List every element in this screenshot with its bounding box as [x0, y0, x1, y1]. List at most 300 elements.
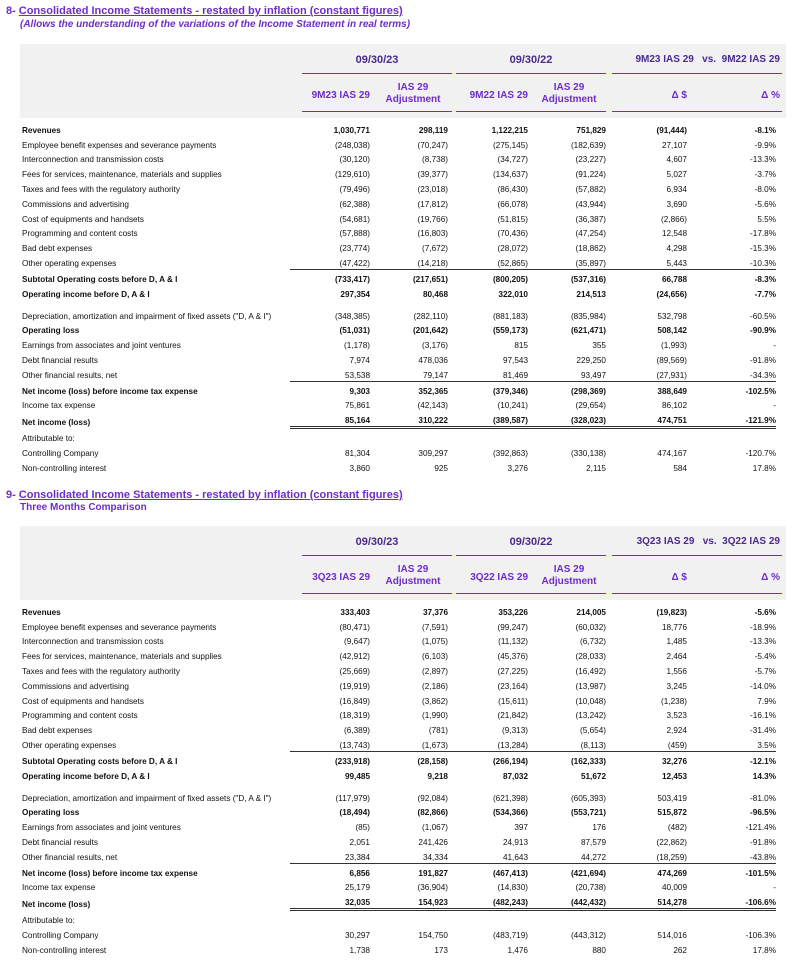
cell-value: 154,750 [418, 930, 448, 940]
cell-value: (52,865) [448, 254, 528, 269]
cell-padding [776, 736, 786, 751]
cell-value: (835,984) [570, 311, 606, 321]
cell-value: 14.3% [752, 771, 776, 781]
row-label: Controlling Company [22, 930, 99, 940]
cell-value: -13.3% [750, 637, 776, 647]
cell-value: (282,110) [413, 311, 448, 321]
table-row [20, 428, 786, 444]
cell-value: 23,384 [290, 848, 370, 863]
cell-value: 9,303 [349, 386, 370, 396]
cell-padding [776, 121, 786, 136]
cell-value: (134,637) [492, 170, 528, 180]
cell-value: (6,103) [422, 652, 448, 662]
cell-value: (348,385) [334, 311, 370, 321]
cell-value: -96.5% [750, 808, 776, 818]
row-label: Net income (loss) before income tax expense [22, 868, 198, 878]
cell-value: (21,842) [497, 711, 528, 721]
row-label: Subtotal Operating costs before D, A & I [22, 756, 178, 766]
row-label: Debt financial results [22, 837, 98, 847]
cell-value: 18,776 [661, 622, 687, 632]
cell-value: 6,934 [666, 184, 687, 194]
cell-value: 355 [592, 341, 606, 351]
row-label: Subtotal Operating costs before D, A & I [22, 274, 178, 284]
cell-value: (482) [667, 823, 687, 833]
cell-value: (54,681) [339, 214, 370, 224]
col-head-current: 9M23 IAS 29 [311, 90, 370, 101]
row-label: Employee benefit expenses and severance payments [22, 622, 217, 632]
row-label: Income tax expense [22, 401, 96, 411]
cell-value: 5,027 [666, 170, 687, 180]
cell-value: 514,016 [657, 930, 687, 940]
cell-value: -7.7% [754, 289, 776, 299]
row-label: Other financial results, net [22, 371, 118, 381]
cell-value: (27,225) [497, 666, 528, 676]
cell-value: -18.9% [750, 622, 776, 632]
cell-value: 2,051 [349, 837, 370, 847]
cell-value: 25,179 [344, 883, 370, 893]
cell-value: (15,611) [498, 696, 528, 706]
cell-value: -91.8% [750, 837, 776, 847]
table-row [20, 269, 786, 284]
row-label: Net income (loss) [22, 899, 91, 909]
row-label: Bad debt expenses [22, 726, 93, 736]
section-title-text: Consolidated Income Statements - restated by inflation (constant figures) [18, 489, 403, 501]
cell-value: (421,694) [570, 868, 606, 878]
row-label: Cost of equipments and handsets [22, 696, 144, 706]
cell-value: 3,276 [507, 463, 528, 473]
cell-value: (467,413) [492, 868, 528, 878]
row-label: Other operating expenses [22, 741, 117, 751]
cell-value: (18,494) [339, 808, 370, 818]
section-subtitle: Three Months Comparison [20, 502, 147, 513]
cell-value: (881,183) [492, 311, 528, 321]
row-label: Non-controlling interest [22, 945, 107, 955]
row-label: Attributable to: [22, 433, 75, 443]
row-label: Revenues [22, 607, 61, 617]
cell-value: 5,443 [606, 254, 687, 269]
cell-value: (7,672) [422, 244, 448, 254]
table-row [20, 336, 786, 351]
cell-value: 6,856 [349, 868, 370, 878]
row-label: Revenues [22, 125, 61, 135]
header-bottom-line [612, 111, 782, 112]
cell-value: 12,453 [661, 771, 687, 781]
cell-value: (47,254) [575, 229, 606, 239]
cell-value: (1,075) [422, 637, 448, 647]
cell-value: -14.0% [750, 681, 776, 691]
cell-value: 41,643 [448, 848, 528, 863]
table-row [20, 210, 786, 225]
cell-value: 241,426 [418, 837, 448, 847]
cell-value: 478,036 [418, 355, 448, 365]
cell-padding [776, 926, 786, 941]
cell-value: 2,115 [586, 463, 606, 473]
cell-value: -106.3% [745, 930, 776, 940]
cell-value: -5.6% [754, 199, 776, 209]
table-row [20, 721, 786, 736]
cell-value: (79,496) [339, 184, 370, 194]
cell-padding [776, 910, 786, 926]
cell-padding [776, 677, 786, 692]
income-statement-table [20, 603, 786, 956]
table-row [20, 926, 786, 941]
header-underline [456, 555, 606, 556]
cell-padding [776, 863, 786, 878]
cell-value: (117,979) [335, 793, 370, 803]
header-bottom-line [612, 593, 782, 594]
period-date-2022: 09/30/22 [509, 536, 553, 548]
cell-value: -101.5% [745, 868, 776, 878]
cell-value: (3,176) [422, 341, 448, 351]
table-row [20, 692, 786, 707]
cell-value: -34.3% [687, 366, 776, 381]
cell-padding [776, 893, 786, 909]
cell-value: (553,721) [570, 808, 606, 818]
cell-padding [776, 151, 786, 166]
cell-value: 30,297 [344, 930, 370, 940]
col-head-adjustment: IAS 29 Adjustment [541, 82, 597, 105]
cell-value: 474,269 [657, 868, 687, 878]
header-underline [612, 73, 782, 74]
section-title [6, 5, 403, 17]
cell-value: (7,591) [422, 622, 448, 632]
row-label: Earnings from associates and joint ventures [22, 823, 181, 833]
cell-value: 880 [592, 945, 606, 955]
cell-value: (2,186) [422, 681, 448, 691]
header-bottom-line [456, 593, 606, 594]
cell-value: 1,485 [666, 637, 687, 647]
cell-value: 214,513 [576, 289, 606, 299]
col-head-delta-amount: Δ $ [671, 90, 687, 101]
cell-value: (459) [606, 736, 687, 751]
section-title-text: Consolidated Income Statements - restated by inflation (constant figures) [18, 5, 403, 17]
cell-padding [776, 300, 786, 322]
cell-value: (182,639) [570, 140, 606, 150]
cell-value: 310,222 [370, 411, 448, 427]
cell-value [370, 428, 448, 444]
cell-padding [776, 366, 786, 381]
cell-value: -31.4% [750, 726, 776, 736]
cell-value: (233,918) [334, 756, 370, 766]
cell-value: (28,033) [575, 652, 606, 662]
cell-value: (19,766) [417, 214, 448, 224]
table-row [20, 444, 786, 459]
cell-value: 81,469 [448, 366, 528, 381]
cell-value: -81.0% [750, 793, 776, 803]
cell-value: (537,316) [570, 274, 606, 284]
cell-value: (42,912) [339, 652, 370, 662]
cell-value: 12,548 [661, 229, 687, 239]
cell-padding [776, 351, 786, 366]
cell-value: -12.1% [750, 756, 776, 766]
cell-value: 333,403 [340, 607, 370, 617]
cell-value: (733,417) [334, 274, 370, 284]
cell-value: (20,738) [575, 883, 606, 893]
cell-value [370, 910, 448, 926]
period-date-2023: 09/30/23 [355, 54, 399, 66]
cell-value: (14,218) [370, 254, 448, 269]
cell-value: (8,113) [528, 736, 606, 751]
table-row [20, 195, 786, 210]
cell-value [290, 910, 370, 926]
cell-value: 27,107 [661, 140, 687, 150]
table-row [20, 767, 786, 782]
row-label: Employee benefit expenses and severance payments [22, 140, 217, 150]
table-row [20, 351, 786, 366]
cell-value: (275,145) [492, 140, 528, 150]
table-row [20, 707, 786, 722]
cell-value: 75,861 [344, 401, 370, 411]
cell-value: 80,468 [422, 289, 448, 299]
cell-value: (13,987) [575, 681, 606, 691]
cell-value: (8,738) [422, 155, 448, 165]
cell-value: (6,732) [580, 637, 606, 647]
cell-value: 2,464 [666, 652, 687, 662]
row-label: Commissions and advertising [22, 199, 129, 209]
section-number: 8- [6, 5, 16, 17]
table-row [20, 677, 786, 692]
cell-value: (298,369) [570, 386, 606, 396]
cell-value: 508,142 [657, 326, 687, 336]
header-bottom-line [456, 111, 606, 112]
cell-value: (9,313) [502, 726, 528, 736]
cell-value: 474,751 [606, 411, 687, 427]
cell-value: (36,387) [575, 214, 606, 224]
cell-padding [776, 647, 786, 662]
table-row [20, 381, 786, 396]
header-bottom-line [302, 111, 452, 112]
cell-value: 584 [673, 463, 687, 473]
cell-value: (13,242) [575, 711, 606, 721]
cell-value: -13.3% [750, 155, 776, 165]
cell-value: 37,376 [422, 607, 448, 617]
table-row [20, 910, 786, 926]
cell-value: (39,377) [417, 170, 448, 180]
cell-value: 262 [673, 945, 687, 955]
cell-value: (389,587) [448, 411, 528, 427]
col-head-delta-amount: Δ $ [671, 572, 687, 583]
cell-value: 81,304 [344, 448, 370, 458]
cell-value: 66,788 [661, 274, 687, 284]
cell-value: (18,862) [575, 244, 606, 254]
cell-value: (16,492) [575, 666, 606, 676]
cell-padding [776, 180, 786, 195]
cell-value: 51,672 [580, 771, 606, 781]
cell-value: (34,727) [497, 155, 528, 165]
table-row [20, 300, 786, 322]
comparison-header: 9M23 IAS 29 vs. 9M22 IAS 29 [635, 54, 780, 65]
cell-value: 1,738 [349, 945, 370, 955]
cell-value: (1,673) [370, 736, 448, 751]
cell-value: (1,067) [422, 823, 448, 833]
cell-value: 815 [514, 341, 528, 351]
cell-value: (800,205) [492, 274, 528, 284]
table-row [20, 941, 786, 956]
table-row [20, 225, 786, 240]
section-subtitle: (Allows the understanding of the variations of the Income Statement in real terms) [20, 19, 411, 30]
table-row [20, 165, 786, 180]
row-label: Fees for services, maintenance, materials and supplies [22, 170, 222, 180]
table-row [20, 618, 786, 633]
cell-value: (16,803) [417, 229, 448, 239]
cell-value: (47,422) [290, 254, 370, 269]
cell-value: (2,897) [422, 666, 448, 676]
table-row [20, 322, 786, 337]
row-label: Commissions and advertising [22, 681, 129, 691]
cell-value: - [773, 883, 776, 893]
table-header [20, 526, 786, 600]
cell-value: (1,178) [344, 341, 370, 351]
cell-value: 925 [434, 463, 448, 473]
cell-value: (379,346) [492, 386, 528, 396]
cell-padding [776, 941, 786, 956]
table-header [20, 44, 786, 118]
cell-value: (621,398) [492, 793, 528, 803]
cell-value: -60.5% [750, 311, 776, 321]
table-row [20, 397, 786, 412]
cell-padding [776, 269, 786, 284]
cell-value: -8.0% [754, 184, 776, 194]
cell-value: 99,485 [344, 771, 370, 781]
row-label: Other financial results, net [22, 853, 118, 863]
cell-padding [776, 381, 786, 396]
cell-value: (91,224) [575, 170, 606, 180]
table-row [20, 151, 786, 166]
cell-value: 7,974 [349, 355, 370, 365]
table-row [20, 136, 786, 151]
cell-value: - [773, 341, 776, 351]
cell-value: (22,862) [656, 837, 687, 847]
cell-value: (19,919) [339, 681, 370, 691]
header-underline [302, 555, 452, 556]
cell-value: (82,866) [417, 808, 448, 818]
cell-value [606, 428, 687, 444]
table-row [20, 366, 786, 381]
cell-value: (19,823) [656, 607, 687, 617]
cell-value: (442,432) [528, 893, 606, 909]
cell-value: -5.7% [754, 666, 776, 676]
cell-value: 176 [592, 823, 606, 833]
cell-value: (482,243) [448, 893, 528, 909]
cell-value: (330,138) [570, 448, 606, 458]
cell-value: (89,569) [656, 355, 687, 365]
cell-value: 3.5% [687, 736, 776, 751]
cell-value [606, 910, 687, 926]
row-label: Interconnection and transmission costs [22, 637, 164, 647]
cell-value: -16.1% [750, 711, 776, 721]
cell-padding [776, 136, 786, 151]
cell-value: 34,334 [370, 848, 448, 863]
table-row [20, 833, 786, 848]
table-row [20, 411, 786, 427]
cell-value: 388,649 [657, 386, 687, 396]
table-row [20, 121, 786, 136]
cell-value: (781) [428, 726, 448, 736]
cell-value: -5.6% [754, 607, 776, 617]
cell-value: (43,944) [575, 199, 606, 209]
row-label: Net income (loss) [22, 417, 91, 427]
cell-value: -5.4% [754, 652, 776, 662]
cell-value: -10.3% [687, 254, 776, 269]
cell-value: (28,158) [417, 756, 448, 766]
table-row [20, 804, 786, 819]
table-row [20, 603, 786, 618]
table-row [20, 818, 786, 833]
cell-value: (1,990) [422, 711, 448, 721]
cell-value: 24,913 [502, 837, 528, 847]
section-title [6, 489, 403, 501]
cell-value: -120.7% [745, 448, 776, 458]
cell-value: (483,719) [492, 930, 528, 940]
cell-value: 3,860 [349, 463, 370, 473]
cell-padding [776, 195, 786, 210]
cell-value: (2,866) [661, 214, 687, 224]
row-label: Taxes and fees with the regulatory authority [22, 184, 180, 194]
cell-padding [776, 210, 786, 225]
header-bottom-line [302, 593, 452, 594]
cell-value [528, 428, 606, 444]
cell-value: -8.3% [754, 274, 776, 284]
cell-value: (51,815) [497, 214, 528, 224]
cell-padding [776, 618, 786, 633]
cell-value: 1,556 [666, 666, 687, 676]
table-row [20, 751, 786, 766]
cell-value: -121.9% [687, 411, 776, 427]
cell-value: 3,523 [666, 711, 687, 721]
cell-value: 3,245 [666, 681, 687, 691]
cell-value: (36,904) [417, 883, 448, 893]
table-row [20, 285, 786, 300]
comparison-header: 3Q23 IAS 29 vs. 3Q22 IAS 29 [636, 536, 780, 547]
table-row [20, 633, 786, 648]
cell-value: (18,319) [339, 711, 370, 721]
cell-value: -15.3% [750, 244, 776, 254]
cell-value [687, 910, 776, 926]
cell-value: (6,389) [344, 726, 370, 736]
cell-value: 1,476 [507, 945, 528, 955]
cell-value: (266,194) [492, 756, 528, 766]
col-head-delta-percent: Δ % [761, 90, 780, 101]
cell-value [448, 910, 528, 926]
row-label: Depreciation, amortization and impairment of fixed assets ("D, A & I") [22, 794, 272, 804]
cell-value: 1,122,215 [491, 125, 528, 135]
col-head-delta-percent: Δ % [761, 572, 780, 583]
cell-value: -102.5% [745, 386, 776, 396]
cell-value: 5.5% [757, 214, 776, 224]
cell-value: 173 [434, 945, 448, 955]
cell-value: 7.9% [757, 696, 776, 706]
cell-value: (28,072) [497, 244, 528, 254]
cell-value: (70,247) [417, 140, 448, 150]
cell-value: (60,032) [575, 622, 606, 632]
table-row [20, 254, 786, 269]
cell-padding [776, 662, 786, 677]
cell-value [528, 910, 606, 926]
cell-value: (621,471) [570, 326, 606, 336]
cell-value: (70,436) [497, 229, 528, 239]
cell-padding [776, 411, 786, 427]
cell-value: 4,607 [666, 155, 687, 165]
table-row [20, 239, 786, 254]
cell-value: (16,849) [339, 696, 370, 706]
row-label: Taxes and fees with the regulatory authority [22, 666, 180, 676]
period-date-2023: 09/30/23 [355, 536, 399, 548]
cell-value: (57,888) [339, 229, 370, 239]
cell-value: 397 [514, 823, 528, 833]
cell-padding [776, 225, 786, 240]
table-row [20, 459, 786, 474]
cell-value: (99,247) [497, 622, 528, 632]
